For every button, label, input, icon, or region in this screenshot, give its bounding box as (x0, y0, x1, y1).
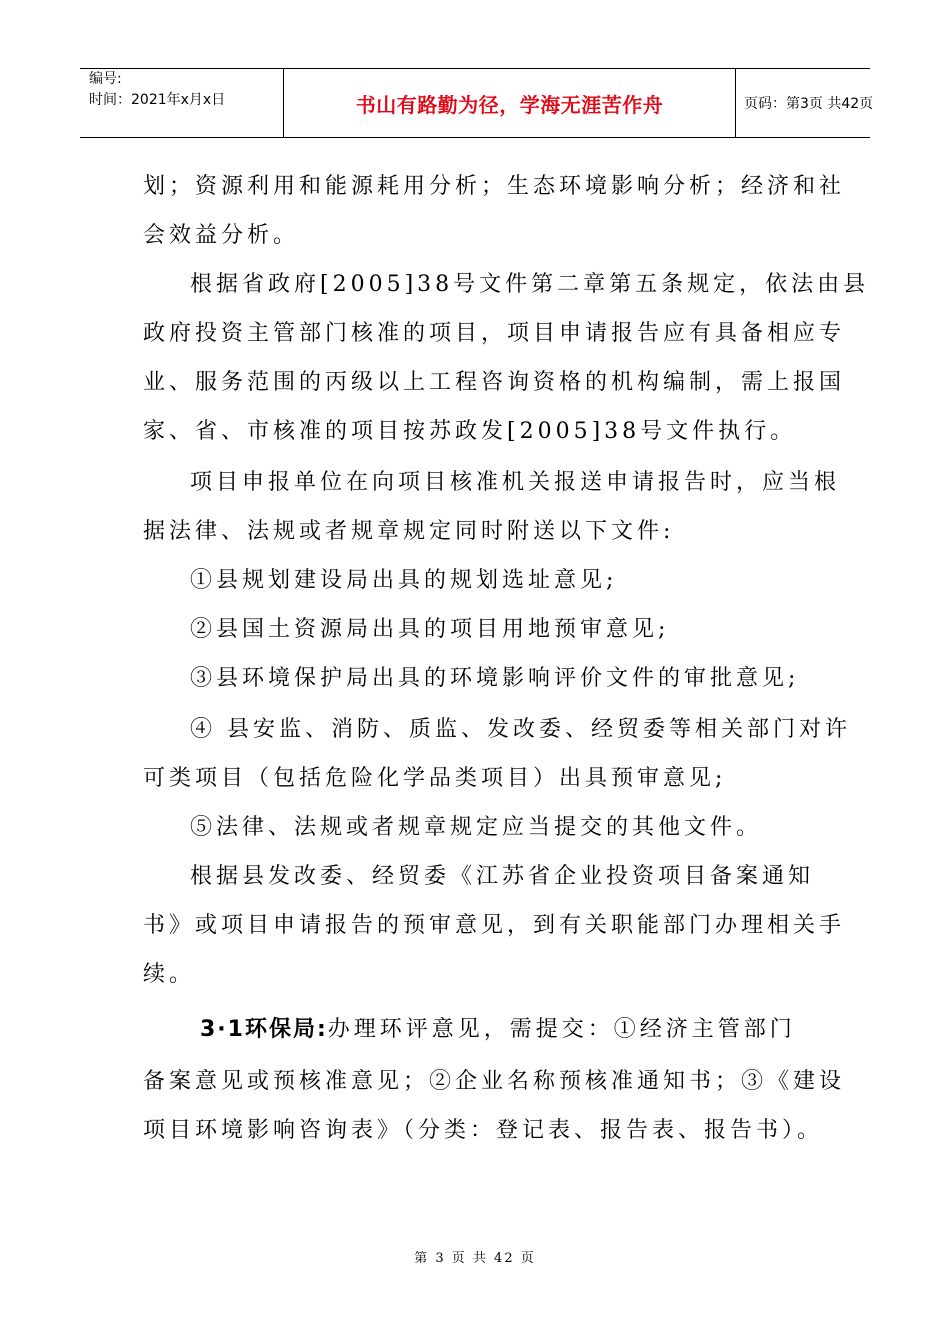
serial-label: 编号: (89, 71, 122, 87)
body-line: 业、服务范围的丙级以上工程咨询资格的机构编制，需上报国 (143, 370, 846, 395)
body-line: 备案意见或预核准意见；②企业名称预核准通知书；③《建设 (143, 1069, 846, 1094)
header-page-info: 页码：第3页 共42页 (744, 96, 874, 112)
body-line: ⑤法律、法规或者规章规定应当提交的其他文件。 (190, 815, 763, 840)
body-line: 项目环境影响咨询表》（分类：登记表、报告表、报告书）。 (143, 1118, 824, 1143)
body-line: 根据县发改委、经贸委《江苏省企业投资项目备案通知 (190, 864, 815, 889)
section-paragraph (200, 1016, 796, 1044)
body-line: ①县规划建设局出具的规划选址意见; (190, 568, 618, 593)
body-line: 可类项目（包括危险化学品类项目）出具预审意见; (143, 766, 727, 791)
body-line: ②县国土资源局出具的项目用地预审意见; (190, 617, 670, 642)
section-text: 办理环评意见，需提交：①经济主管部门 (327, 1017, 796, 1042)
body-line: 会效益分析。 (143, 223, 300, 248)
motto-text: 书山有路勤为径，学海无涯苦作舟 (355, 92, 664, 117)
page-header (80, 68, 874, 138)
body-line: 书》或项目申请报告的预审意见，到有关职能部门办理相关手 (143, 913, 846, 938)
body-line: 根据省政府[2005]38号文件第二章第五条规定，依法由县 (190, 272, 870, 297)
body-line: 划；资源利用和能源耗用分析；生态环境影响分析；经济和社 (143, 174, 846, 199)
time-label: 时间：2021年x月x日 (89, 92, 226, 108)
header-meta-cell (80, 69, 283, 137)
body-line: ④ 县安监、消防、质监、发改委、经贸委等相关部门对许 (190, 717, 851, 742)
page-footer: 第 3 页 共 42 页 (414, 1251, 536, 1266)
body-line: 项目申报单位在向项目核准机关报送申请报告时，应当根 (190, 470, 841, 495)
body-line: 据法律、法规或者规章规定同时附送以下文件: (143, 519, 675, 544)
body-line: 政府投资主管部门核准的项目，项目申请报告应有具备相应专 (143, 321, 846, 346)
body-line: 续。 (143, 962, 196, 987)
body-line: ③县环境保护局出具的环境影响评价文件的审批意见; (190, 666, 800, 691)
header-page-cell (736, 69, 874, 137)
body-line: 家、省、市核准的项目按苏政发[2005]38号文件执行。 (143, 419, 797, 444)
section-heading: 3·1环保局: (200, 1017, 328, 1042)
header-motto-cell (283, 69, 736, 137)
